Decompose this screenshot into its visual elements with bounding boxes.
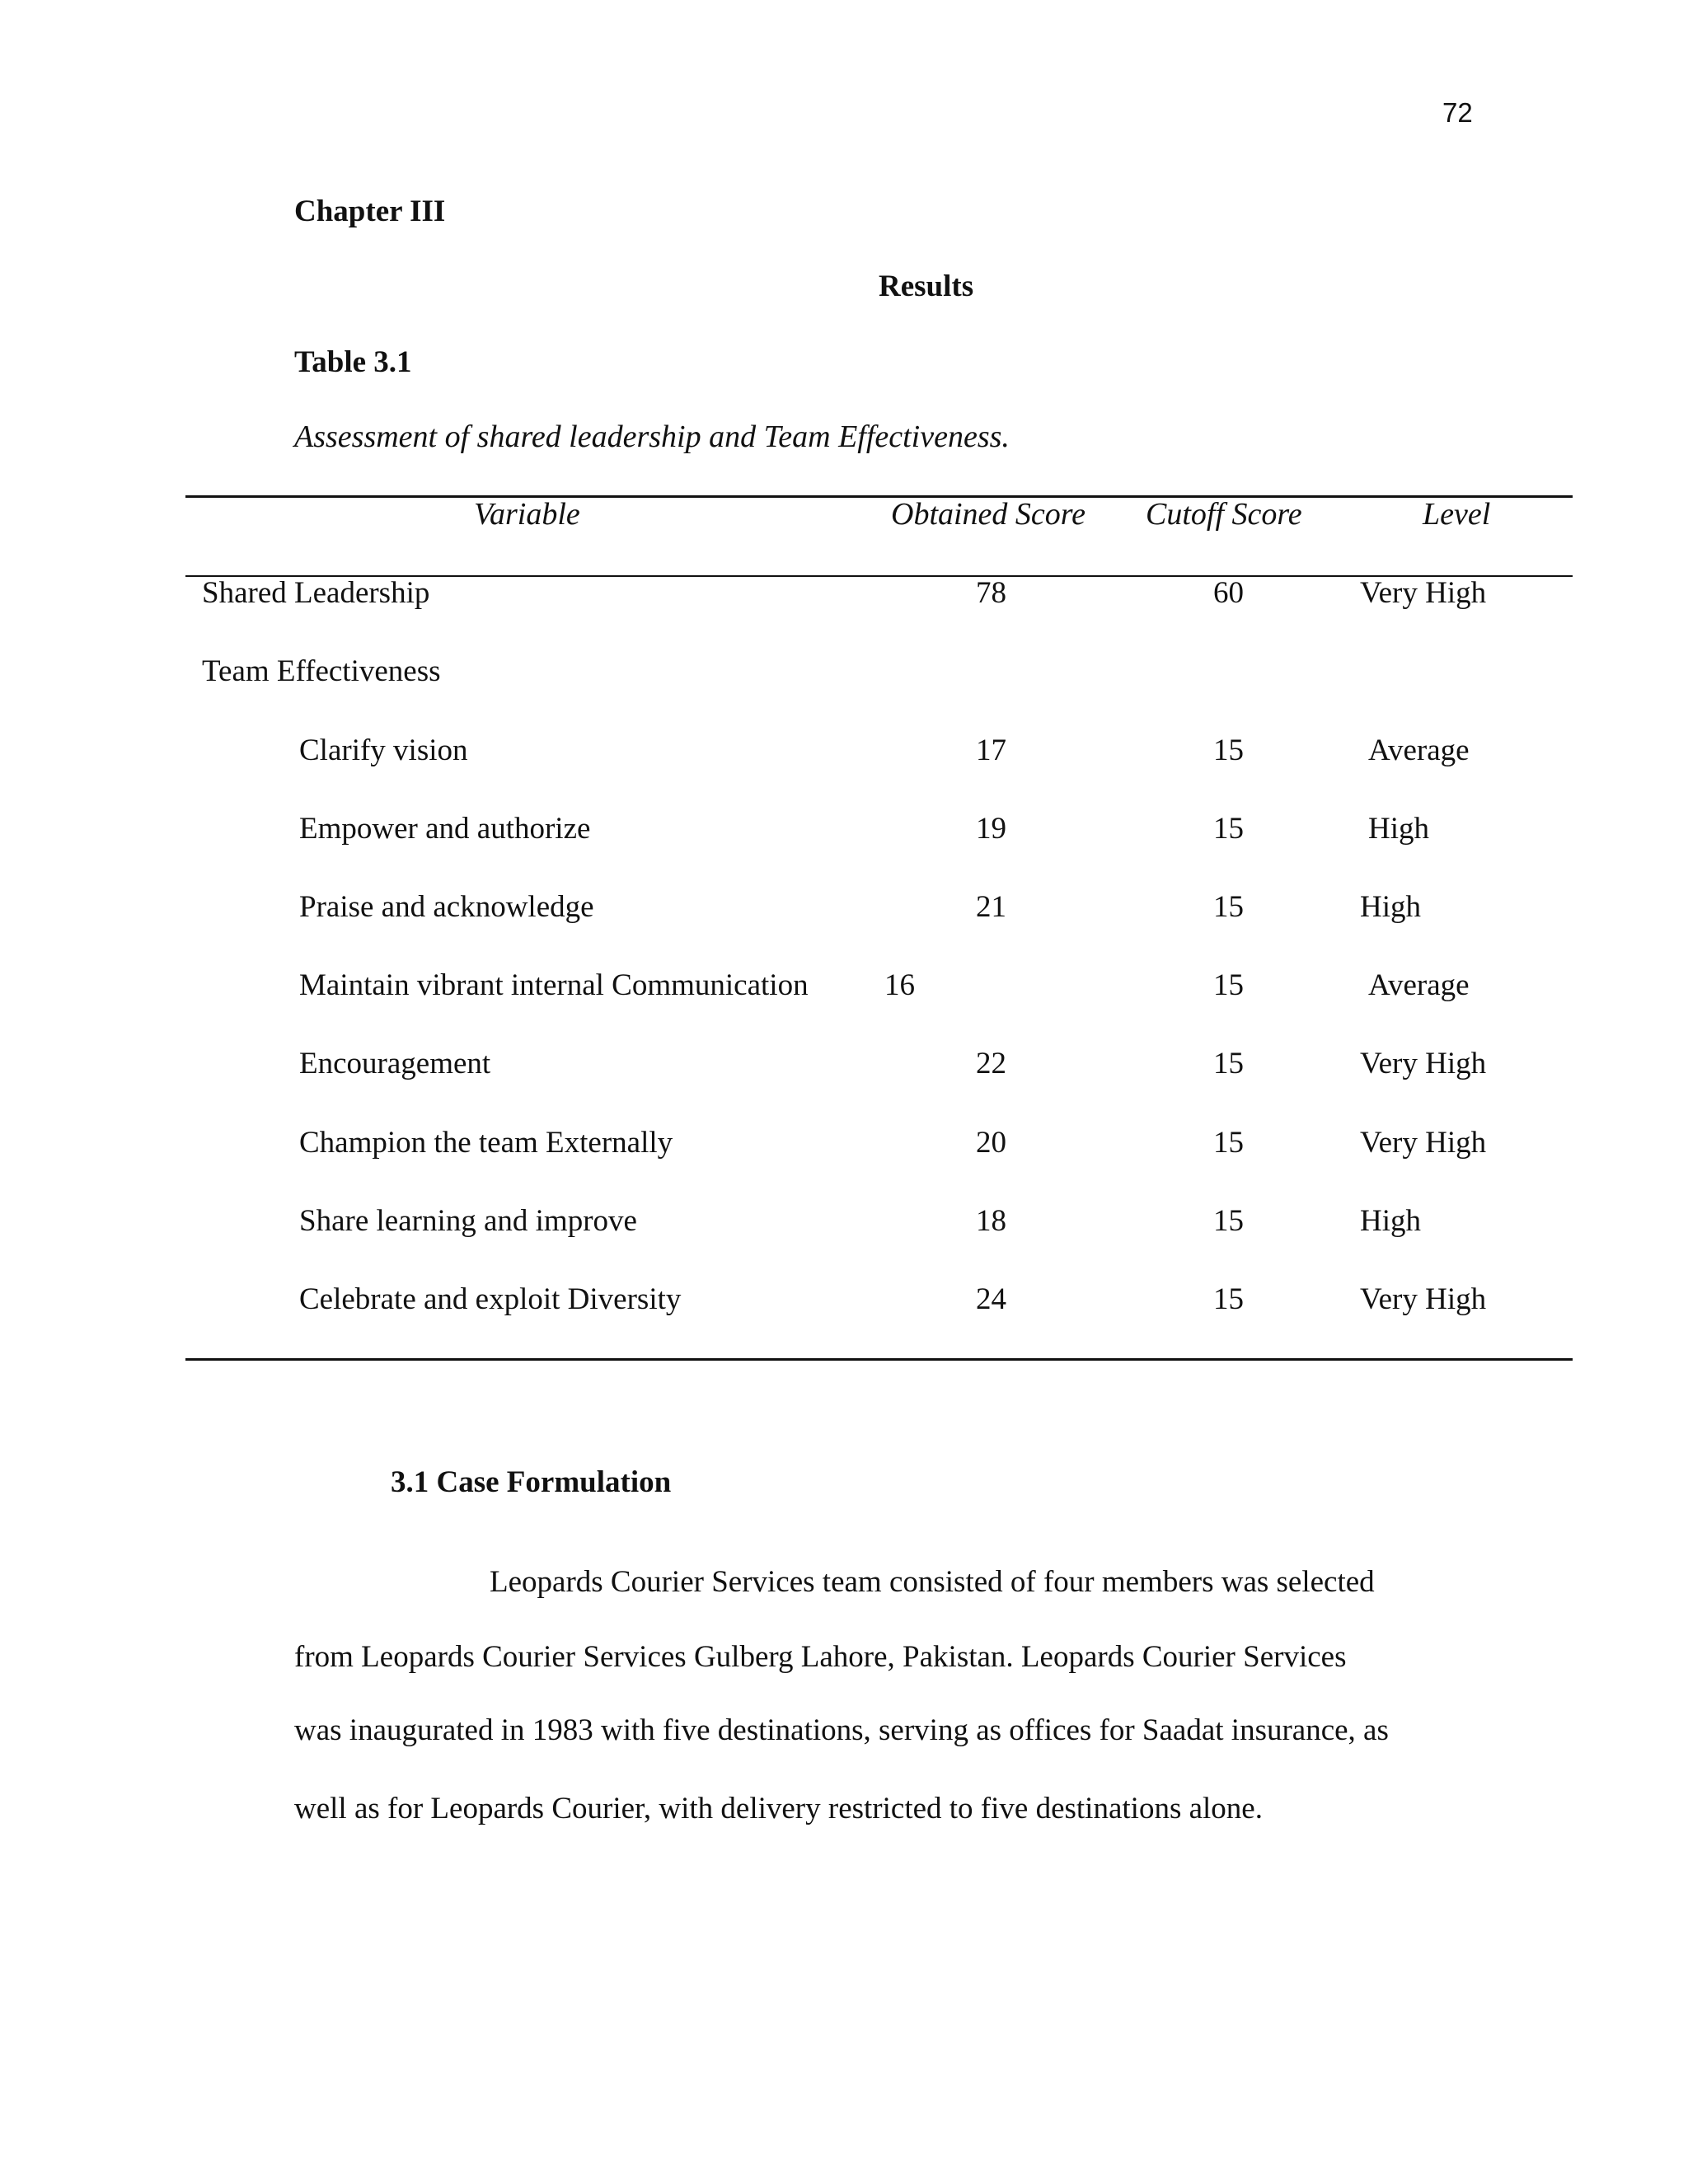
table-bottom-rule	[185, 1358, 1573, 1361]
table-row-variable: Share learning and improve	[299, 1204, 637, 1238]
table-row-obtained: 22	[976, 1047, 1006, 1080]
paragraph-line: from Leopards Courier Services Gulberg Lahore, Pakistan. Leopards Courier Services	[294, 1640, 1347, 1674]
table-row-variable: Encouragement	[299, 1047, 491, 1080]
table-row-level: Very High	[1360, 1126, 1487, 1160]
table-row-level: Very High	[1360, 1047, 1487, 1080]
table-row-variable: Celebrate and exploit Diversity	[299, 1282, 682, 1316]
table-row-level: Average	[1368, 733, 1470, 767]
table-row-variable: Empower and authorize	[299, 812, 591, 846]
table-row-cutoff: 15	[1213, 733, 1244, 767]
column-header-variable: Variable	[474, 497, 580, 532]
table-row-cutoff: 15	[1213, 1047, 1244, 1080]
table-row-obtained: 20	[976, 1126, 1006, 1160]
table-row-obtained: 19	[976, 812, 1006, 846]
table-label: Table 3.1	[294, 345, 412, 379]
table-row-level: High	[1360, 1204, 1421, 1238]
table-row-obtained: 21	[976, 890, 1006, 924]
paragraph-line: was inaugurated in 1983 with five destinations, serving as offices for Saadat insurance, as	[294, 1713, 1389, 1747]
case-formulation-heading: 3.1 Case Formulation	[391, 1465, 672, 1499]
table-row-cutoff: 15	[1213, 812, 1244, 846]
column-header-obtained-score: Obtained Score	[891, 497, 1086, 532]
column-header-level: Level	[1423, 497, 1491, 532]
column-header-cutoff-score: Cutoff Score	[1146, 497, 1302, 532]
table-row-obtained: 78	[976, 576, 1006, 610]
table-row-level: High	[1368, 812, 1429, 846]
table-row-level: High	[1360, 890, 1421, 924]
table-row-variable: Praise and acknowledge	[299, 890, 594, 924]
table-row-cutoff: 60	[1213, 576, 1244, 610]
table-row-obtained: 17	[976, 733, 1006, 767]
section-title: Results	[879, 269, 974, 303]
table-row-cutoff: 15	[1213, 890, 1244, 924]
table-caption: Assessment of shared leadership and Team Effectiveness.	[294, 419, 1010, 454]
table-row-variable: Shared Leadership	[202, 576, 430, 610]
table-row-level: Very High	[1360, 1282, 1487, 1316]
paragraph-line: Leopards Courier Services team consisted of four members was selected	[490, 1565, 1375, 1599]
table-row-variable: Maintain vibrant internal Communication	[299, 968, 809, 1002]
table-row-obtained: 18	[976, 1204, 1006, 1238]
table-top-rule	[185, 495, 1573, 498]
page-number: 72	[1442, 97, 1473, 128]
table-row-cutoff: 15	[1213, 1126, 1244, 1160]
table-row-cutoff: 15	[1213, 1204, 1244, 1238]
table-row-obtained: 24	[976, 1282, 1006, 1316]
table-row-cutoff: 15	[1213, 1282, 1244, 1316]
table-row-obtained: 16	[884, 968, 915, 1002]
table-row-variable: Clarify vision	[299, 733, 468, 767]
table-row-level: Very High	[1360, 576, 1487, 610]
chapter-heading: Chapter III	[294, 194, 446, 228]
table-row-level: Average	[1368, 968, 1470, 1002]
table-row-cutoff: 15	[1213, 968, 1244, 1002]
table-row-variable: Team Effectiveness	[202, 654, 441, 688]
paragraph-line: well as for Leopards Courier, with delivery restricted to five destinations alone.	[294, 1792, 1263, 1825]
table-row-variable: Champion the team Externally	[299, 1126, 673, 1160]
